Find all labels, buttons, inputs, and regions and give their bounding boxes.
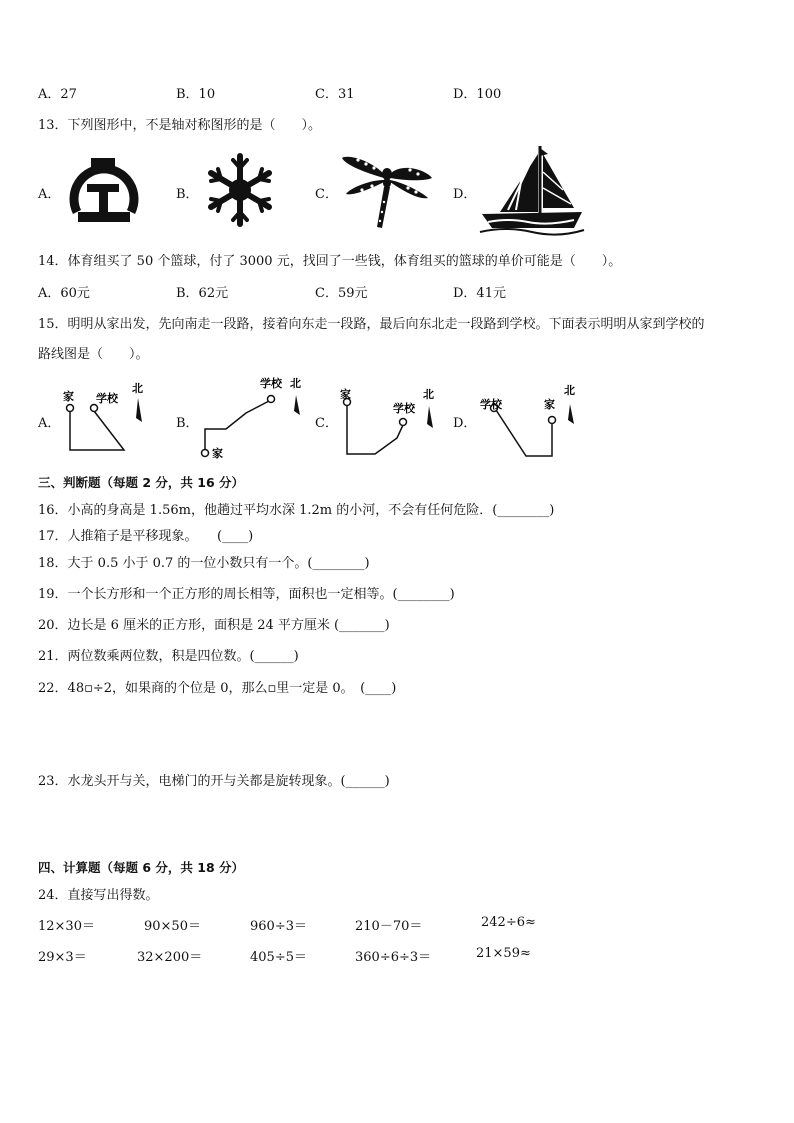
calc-r1-c3: 960÷3＝ <box>250 919 307 934</box>
q14-option-a: A．60元 <box>38 286 90 301</box>
question-21: 21．两位数乘两位数，积是四位数。(______) <box>38 649 299 664</box>
question-22: 22．48▫÷2，如果商的个位是 0，那么▫里一定是 0。 (____) <box>38 681 397 696</box>
route-map-d <box>478 378 586 462</box>
q13-option-c-letter: C． <box>315 187 338 202</box>
q15-stem-line2: 路线图是（ ）。 <box>38 347 149 362</box>
q15-stem-line1: 15．明明从家出发，先向南走一段路，接着向东走一段路，最后向东北走一段路到学校。下面表示明明从家到学校的 <box>38 317 705 332</box>
dragonfly-icon <box>340 152 435 230</box>
q14-option-b: B．62元 <box>176 286 229 301</box>
map-d-north-label: 北 <box>564 384 575 397</box>
q14-stem: 14．体育组买了 50 个篮球，付了 3000 元，找回了一些钱，体育组买的篮球的单价可能是（ ）。 <box>38 254 622 269</box>
map-b-home-label: 家 <box>212 447 223 460</box>
q15-option-c-letter: C． <box>315 416 338 431</box>
q13-option-b-letter: B． <box>176 187 199 202</box>
q12-option-d: D．100 <box>453 87 502 102</box>
q13-option-a-letter: A． <box>38 187 61 202</box>
calc-r2-c1: 29×3＝ <box>38 950 87 965</box>
q12-option-c: C．31 <box>315 87 355 102</box>
q15-option-b-letter: B． <box>176 416 199 431</box>
section3-title: 三、判断题（每题 2 分，共 16 分） <box>38 475 245 490</box>
map-b-north-arrow-icon <box>294 395 300 415</box>
route-map-b <box>196 373 308 461</box>
snowflake-icon <box>200 150 280 230</box>
map-a-home-label: 家 <box>63 390 74 403</box>
map-b-north-label: 北 <box>290 377 301 390</box>
q12-option-a: A．27 <box>38 87 77 102</box>
question-20: 20．边长是 6 厘米的正方形，面积是 24 平方厘米 (_______) <box>38 618 390 633</box>
route-map-c <box>335 378 443 462</box>
question-17: 17．人推箱子是平移现象。 (____) <box>38 529 254 544</box>
map-a-north-arrow-icon <box>136 398 142 422</box>
q14-option-c: C．59元 <box>315 286 368 301</box>
sailboat-icon <box>478 142 586 236</box>
q14-option-d: D．41元 <box>453 286 506 301</box>
calc-r2-c3: 405÷5＝ <box>250 950 307 965</box>
section4-title: 四、计算题（每题 6 分，共 18 分） <box>38 860 245 875</box>
calc-r1-c2: 90×50＝ <box>144 919 201 934</box>
q24-stem: 24．直接写出得数。 <box>38 888 159 903</box>
map-d-school-label: 学校 <box>480 398 502 411</box>
q13-stem: 13．下列图形中，不是轴对称图形的是（ ）。 <box>38 118 322 133</box>
q15-option-a-letter: A． <box>38 416 61 431</box>
question-23: 23．水龙头开与关，电梯门的开与关都是旋转现象。(______) <box>38 774 390 789</box>
map-c-school-label: 学校 <box>393 402 415 415</box>
q15-option-d-letter: D． <box>453 416 477 431</box>
map-a-school-label: 学校 <box>96 392 118 405</box>
route-map-a <box>58 378 154 462</box>
railway-logo-icon <box>64 150 144 232</box>
calc-r2-c5: 21×59≈ <box>476 946 531 961</box>
calc-r2-c4: 360÷6÷3＝ <box>355 950 432 965</box>
question-19: 19．一个长方形和一个正方形的周长相等，面积也一定相等。(________) <box>38 587 455 602</box>
calc-r1-c4: 210－70＝ <box>355 919 423 934</box>
map-c-north-label: 北 <box>423 388 434 401</box>
map-c-north-arrow-icon <box>427 406 433 428</box>
calc-r1-c5: 242÷6≈ <box>481 915 536 930</box>
q12-option-b: B．10 <box>176 87 216 102</box>
q13-option-d-letter: D． <box>453 187 477 202</box>
map-c-home-label: 家 <box>340 388 351 401</box>
map-b-school-label: 学校 <box>260 377 282 390</box>
question-18: 18．大于 0.5 小于 0.7 的一位小数只有一个。(________) <box>38 556 370 571</box>
question-16: 16．小高的身高是 1.56m，他趟过平均水深 1.2m 的小河，不会有任何危险．(________) <box>38 503 555 518</box>
map-d-north-arrow-icon <box>568 404 574 424</box>
calc-r2-c2: 32×200＝ <box>137 950 203 965</box>
calc-r1-c1: 12×30＝ <box>38 919 95 934</box>
map-a-north-label: 北 <box>132 382 143 395</box>
map-d-home-label: 家 <box>544 398 555 411</box>
